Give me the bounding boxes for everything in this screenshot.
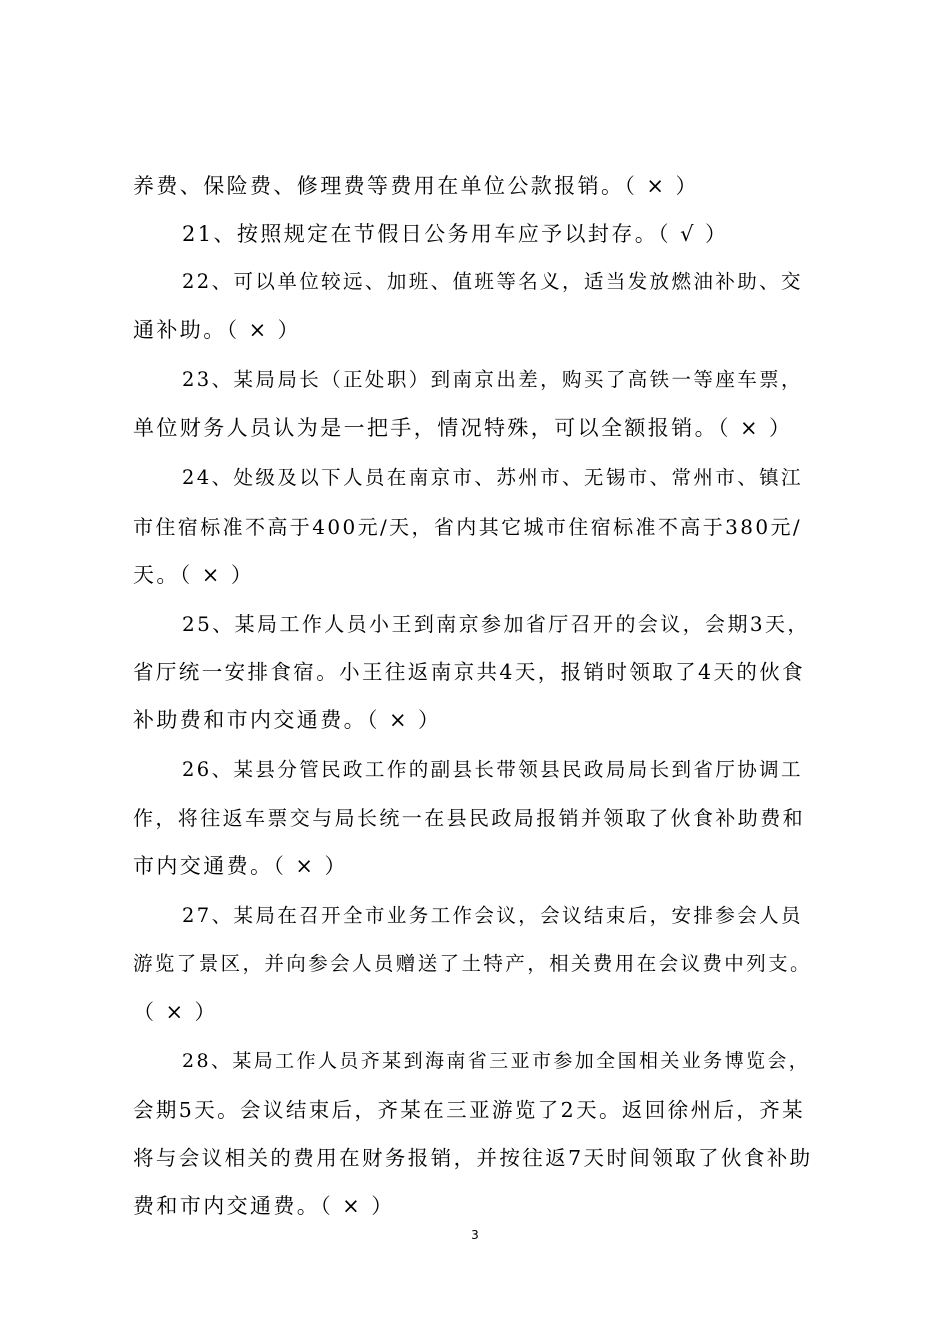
text-line: 作，将往返车票交与局长统一在县民政局报销并领取了伙食补助费和: [133, 806, 805, 830]
text-line: 将与会议相关的费用在财务报销，并按往返7天时间领取了伙食补助: [133, 1146, 813, 1170]
text-line: 费和市内交通费。（ × ）: [133, 1194, 395, 1218]
page-number: 3: [471, 1228, 479, 1242]
item-21-line: 21、按照规定在节假日公务用车应予以封存。（ √ ）: [182, 222, 729, 246]
text-line: 市内交通费。（ × ）: [133, 854, 348, 878]
text-line: 养费、保险费、修理费等费用在单位公款报销。（ × ）: [133, 174, 699, 198]
item-27-line: 27、某局在召开全市业务工作会议，会议结束后，安排参会人员: [182, 904, 803, 927]
text-line: （ × ）: [133, 1000, 218, 1024]
text-line: 天。（ × ）: [133, 563, 255, 587]
item-22-line: 22、可以单位较远、加班、值班等名义，适当发放燃油补助、交: [182, 270, 803, 293]
text-line: 单位财务人员认为是一把手，情况特殊，可以全额报销。（ × ）: [133, 416, 793, 440]
item-24-line: 24、处级及以下人员在南京市、苏州市、无锡市、常州市、镇江: [182, 466, 803, 489]
item-28-line: 28、某局工作人员齐某到海南省三亚市参加全国相关业务博览会，: [182, 1050, 811, 1072]
text-line: 市住宿标准不高于400元/天，省内其它城市住宿标准不高于380元/: [133, 515, 803, 539]
text-line: 省厅统一安排食宿。小王往返南京共4天，报销时领取了4天的伙食: [133, 660, 806, 684]
text-line: 游览了景区，并向参会人员赠送了土特产，相关费用在会议费中列支。: [133, 952, 812, 975]
item-25-line: 25、某局工作人员小王到南京参加省厅召开的会议，会期3天，: [182, 612, 810, 636]
text-line: 补助费和市内交通费。（ × ）: [133, 708, 442, 732]
text-line: 通补助。（ × ）: [133, 318, 302, 342]
text-line: 会期5天。会议结束后，齐某在三亚游览了2天。返回徐州后，齐某: [133, 1098, 806, 1122]
item-26-line: 26、某县分管民政工作的副县长带领县民政局局长到省厅协调工: [182, 758, 803, 781]
item-23-line: 23、某局局长（正处职）到南京出差，购买了高铁一等座车票，: [182, 368, 803, 391]
